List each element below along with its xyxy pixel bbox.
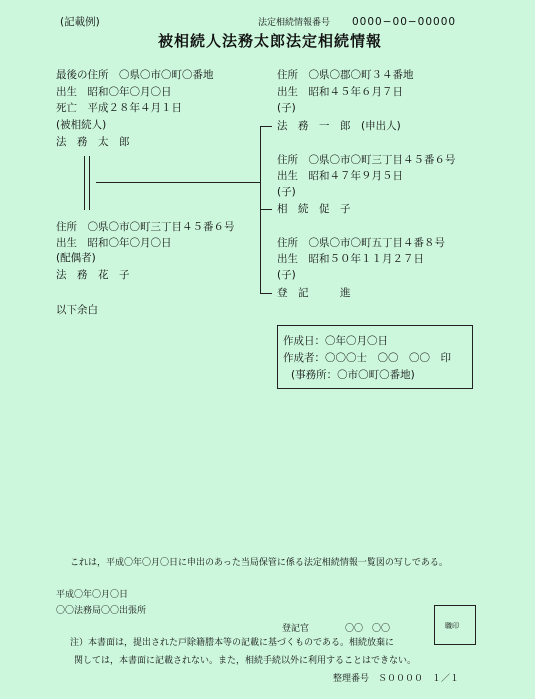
spouse-address: 住所 〇県〇市〇町三丁目４５番６号 — [56, 221, 235, 233]
serial-number: 整理番号 Ｓ００００ １／１ — [333, 674, 460, 684]
child3-birth: 出生 昭和５０年１１月２７日 — [277, 253, 424, 265]
child1-branch — [260, 126, 272, 127]
footer-date: 平成〇年〇月〇日 — [56, 590, 129, 600]
creator-name: 作成者：〇〇〇士 〇〇 〇〇 印 — [283, 352, 451, 364]
creator-date: 作成日：〇年〇月〇日 — [283, 335, 388, 347]
remainder-note: 以下余白 — [56, 304, 98, 316]
decedent-death: 死亡 平成２８年４月１日 — [56, 102, 182, 114]
child2-branch — [260, 209, 272, 210]
decedent-birth: 出生 昭和〇年〇月〇日 — [56, 86, 172, 98]
note-line-1: 注）本書面は，提出された戸除籍謄本等の記載に基づくものである。相続放棄に — [70, 638, 395, 648]
child3-role: (子) — [277, 269, 296, 281]
decedent-role: (被相続人) — [56, 119, 107, 131]
registrar-name: 登記官 〇〇 〇〇 — [282, 624, 391, 634]
child3-name: 登 記 進 — [277, 287, 351, 299]
certification-text: これは，平成〇年〇月〇日に申出のあった当局保管に係る法定相続情報一覧図の写しである。 — [70, 558, 448, 568]
child1-name: 法 務 一 郎 (申出人) — [277, 120, 401, 132]
child2-role: (子) — [277, 186, 296, 198]
spouse-name: 法 務 花 子 — [56, 269, 130, 281]
example-label: (記載例) — [60, 16, 100, 28]
child3-branch — [260, 293, 272, 294]
page-title: 被相続人法務太郎法定相続情報 — [158, 32, 383, 50]
marriage-line-left — [84, 156, 85, 210]
child1-birth: 出生 昭和４５年６月７日 — [277, 86, 403, 98]
cert-number-label: 法定相続情報番号 — [258, 18, 331, 28]
cert-number: 0000−00−00000 — [352, 16, 457, 28]
spouse-birth: 出生 昭和〇年〇月〇日 — [56, 237, 172, 249]
marriage-line-right — [89, 156, 90, 210]
child3-address: 住所 〇県〇市〇町五丁目４番８号 — [277, 237, 445, 249]
child1-role: (子) — [277, 102, 296, 114]
spouse-role: (配偶者) — [56, 252, 96, 264]
child1-address: 住所 〇県〇郡〇町３４番地 — [277, 69, 414, 81]
footer-office: 〇〇法務局〇〇出張所 — [56, 606, 147, 616]
child2-birth: 出生 昭和４７年９月５日 — [277, 170, 403, 182]
child2-address: 住所 〇県〇市〇町三丁目４５番６号 — [277, 154, 456, 166]
official-seal-label: 職印 — [445, 622, 459, 630]
descent-line — [96, 182, 260, 183]
decedent-name: 法 務 太 郎 — [56, 136, 130, 148]
decedent-address: 最後の住所 〇県〇市〇町〇番地 — [56, 69, 214, 81]
note-line-2: 関しては，本書面に記載されない。また，相続手続以外に利用することはできない。 — [74, 656, 417, 666]
child2-name: 相 続 促 子 — [277, 203, 351, 215]
creator-office: (事務所：〇市〇町〇番地) — [291, 369, 415, 381]
